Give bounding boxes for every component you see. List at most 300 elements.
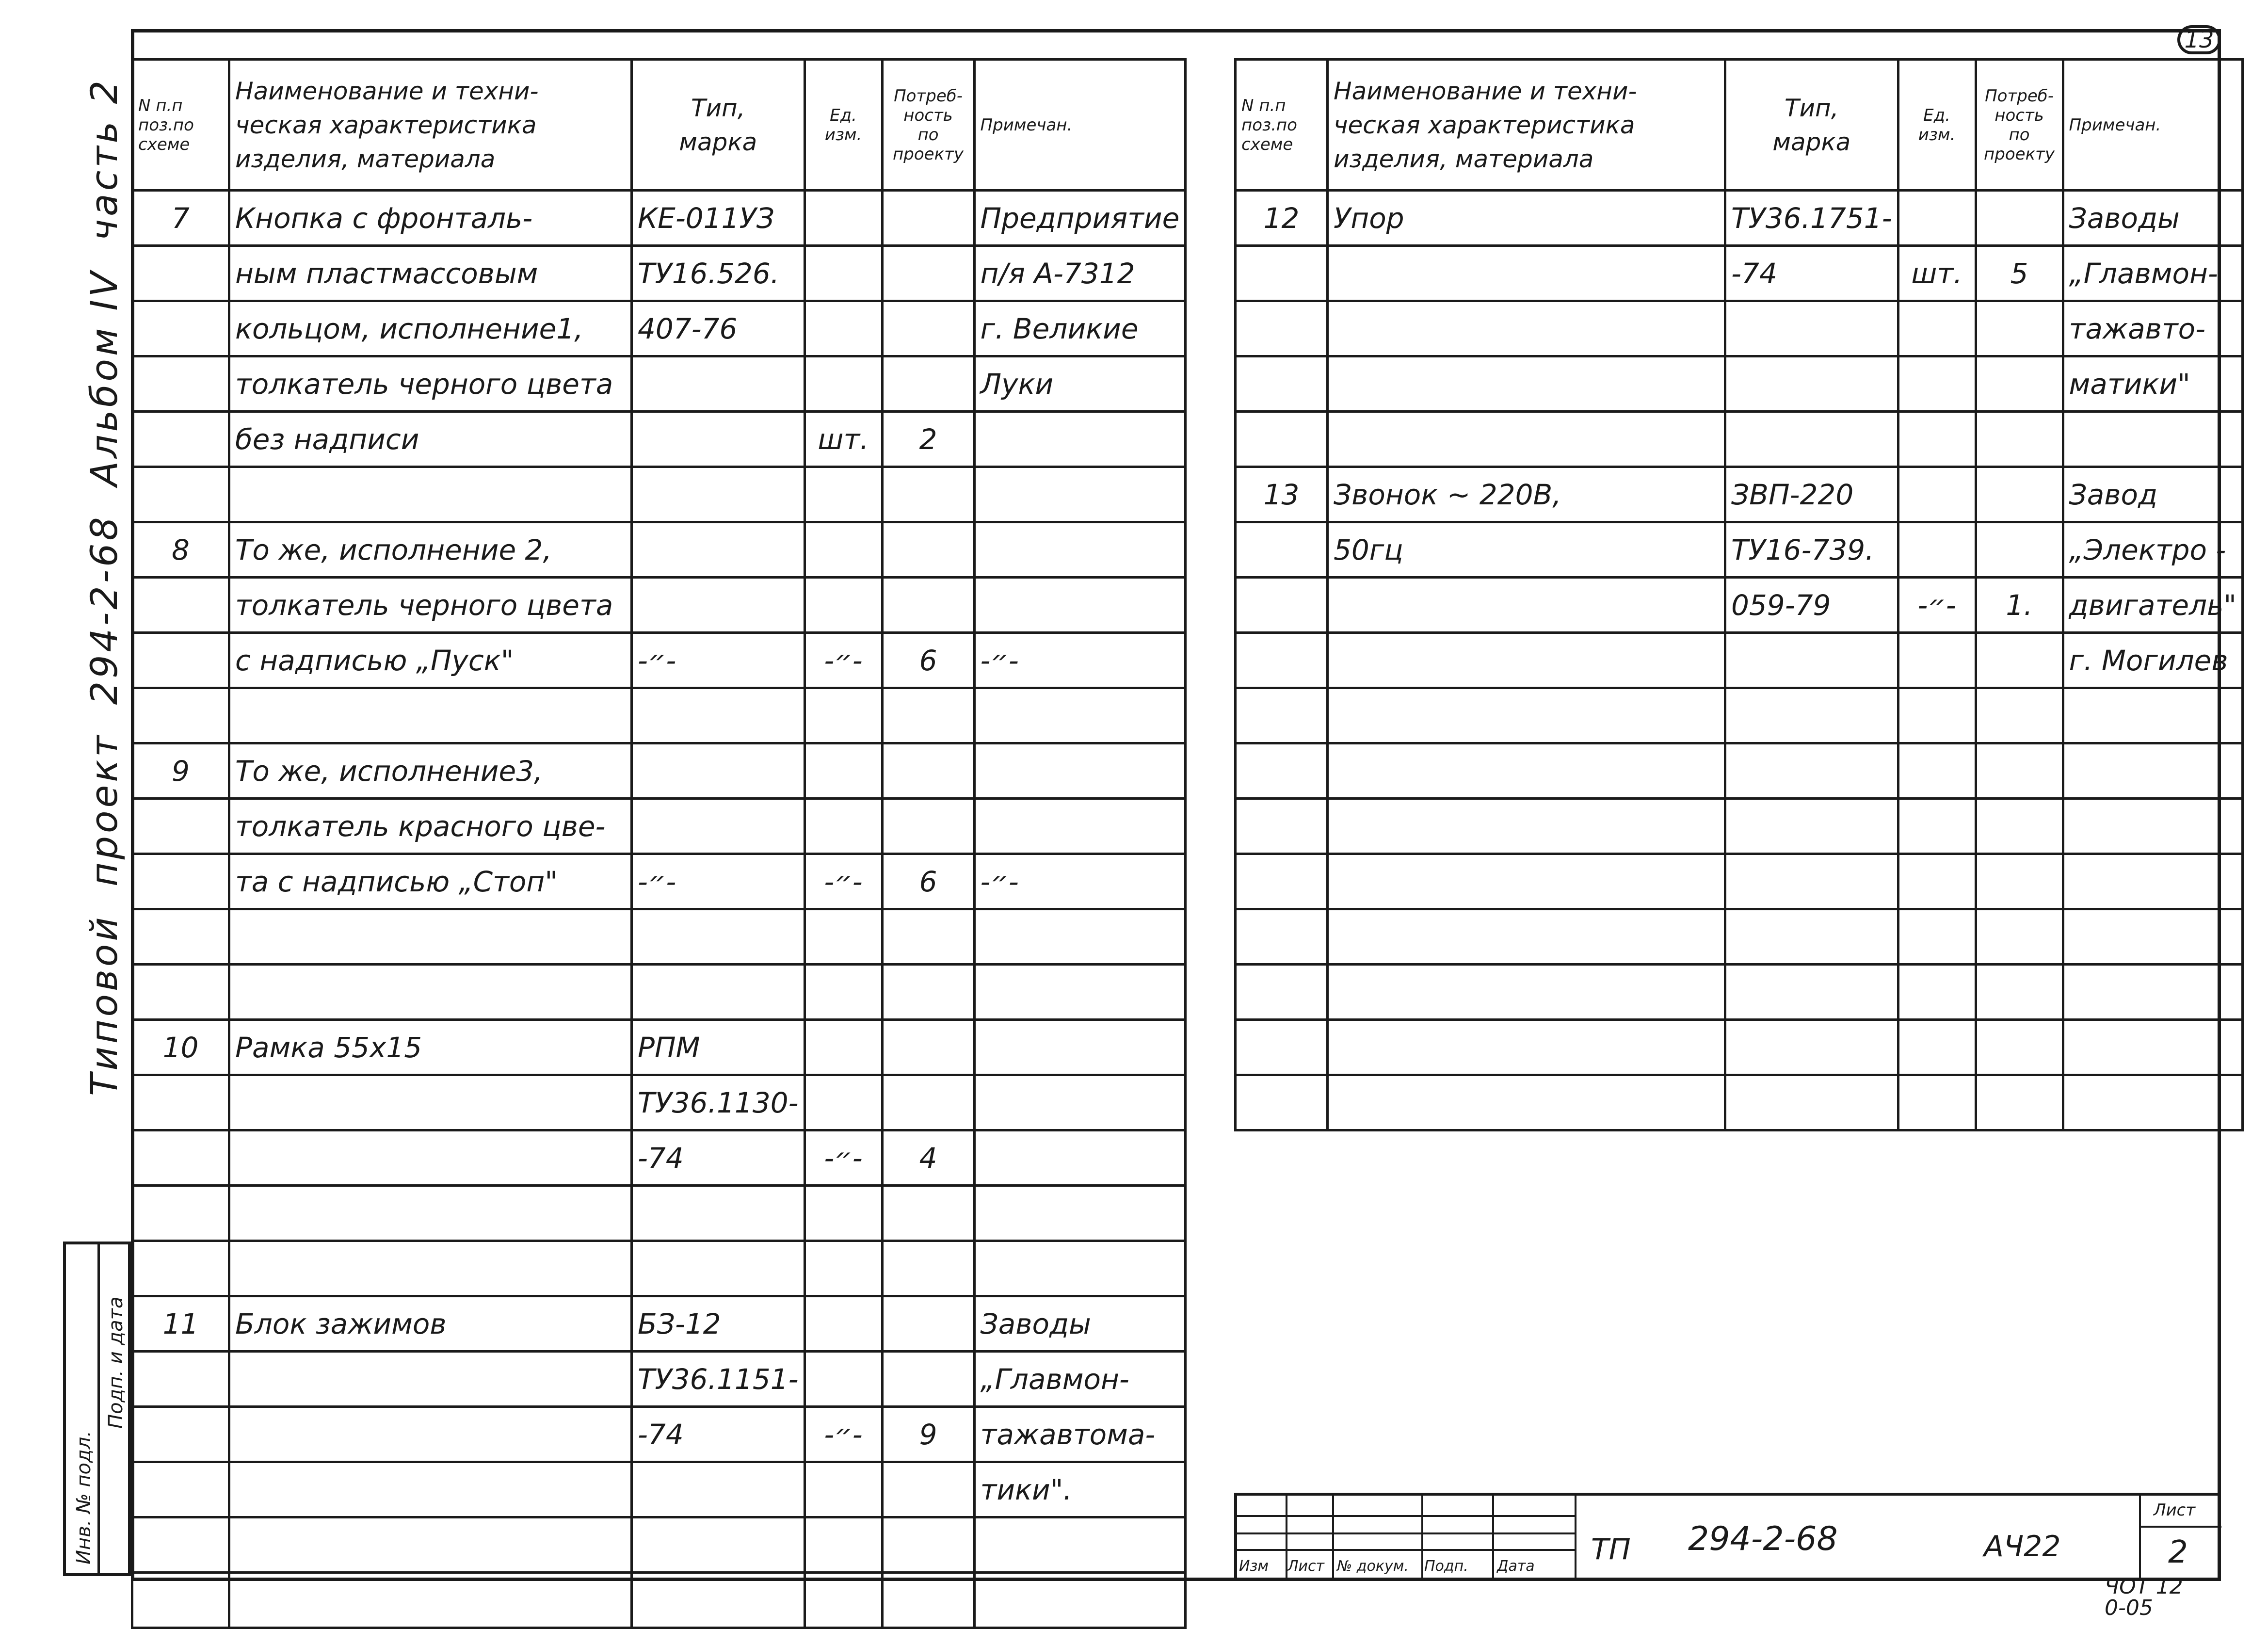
cell-num <box>132 909 229 965</box>
cell-qty <box>882 246 974 301</box>
cell-name: с надписью „Пуск" <box>229 633 632 688</box>
cell-name <box>1328 578 1725 633</box>
cell-qty <box>1976 743 2063 799</box>
cell-type: 059-79 <box>1725 578 1898 633</box>
table-row <box>1236 412 2243 467</box>
table-header-row <box>1236 60 2243 191</box>
header-type: Тип, марка <box>1725 60 1898 191</box>
cell-note: „Главмон- <box>2063 246 2242 301</box>
spine-project: проект <box>82 732 126 887</box>
cell-name <box>229 1407 632 1462</box>
table-row <box>1236 688 2243 743</box>
cell-name: толкатель красного цве- <box>229 799 632 854</box>
cell-type <box>632 965 805 1020</box>
cell-qty <box>882 356 974 412</box>
cell-num <box>132 356 229 412</box>
header-qty: Потреб- ность по проекту <box>1976 60 2063 191</box>
title-block-sheet-code: АЧ22 <box>1984 1530 2061 1564</box>
cell-num: 7 <box>132 191 229 246</box>
cell-type <box>1725 412 1898 467</box>
cell-num <box>132 1075 229 1130</box>
cell-unit <box>804 743 882 799</box>
cell-qty: 5 <box>1976 246 2063 301</box>
cell-name <box>1328 633 1725 688</box>
cell-note <box>2063 688 2242 743</box>
cell-type <box>632 1186 805 1241</box>
cell-unit <box>1898 467 1976 522</box>
cell-name <box>1328 854 1725 909</box>
cell-type <box>1725 854 1898 909</box>
cell-name: Упор <box>1328 191 1725 246</box>
cell-unit <box>1898 412 1976 467</box>
cell-type <box>1725 965 1898 1020</box>
table-row <box>132 1020 1186 1075</box>
cell-unit <box>1898 191 1976 246</box>
cell-name: Рамка 55х15 <box>229 1020 632 1075</box>
cell-num <box>132 799 229 854</box>
cell-type: -74 <box>632 1130 805 1186</box>
cell-num <box>132 1241 229 1296</box>
table-row <box>132 633 1186 688</box>
header-unit: Ед. изм. <box>1898 60 1976 191</box>
cell-name <box>1328 301 1725 356</box>
cell-num <box>1236 246 1328 301</box>
table-row <box>132 522 1186 578</box>
cell-qty <box>1976 633 2063 688</box>
cell-note: г. Могилев <box>2063 633 2242 688</box>
cell-name <box>1328 799 1725 854</box>
cell-name <box>1328 688 1725 743</box>
cell-type: -״- <box>632 854 805 909</box>
cell-type: -״- <box>632 633 805 688</box>
table-row <box>132 1075 1186 1130</box>
cell-note: -״- <box>974 633 1186 688</box>
table-row <box>1236 356 2243 412</box>
table-row <box>132 1186 1186 1241</box>
cell-num <box>132 1573 229 1628</box>
cell-qty: 2 <box>882 412 974 467</box>
table-header-row <box>132 60 1186 191</box>
side-stamp-inv: Инв. № подл. <box>73 1431 95 1564</box>
cell-note <box>2063 1020 2242 1075</box>
cell-type <box>632 799 805 854</box>
cell-name <box>229 1352 632 1407</box>
cell-unit <box>1898 356 1976 412</box>
cell-note <box>2063 412 2242 467</box>
cell-note <box>2063 743 2242 799</box>
cell-qty <box>882 688 974 743</box>
cell-type <box>1725 633 1898 688</box>
cell-qty <box>1976 301 2063 356</box>
table-row <box>1236 301 2243 356</box>
cell-unit: шт. <box>1898 246 1976 301</box>
cell-name <box>229 688 632 743</box>
cell-unit: шт. <box>804 412 882 467</box>
cell-unit <box>804 1517 882 1573</box>
cell-name: То же, исполнение3, <box>229 743 632 799</box>
cell-qty <box>1976 467 2063 522</box>
cell-type: ЗВП-220 <box>1725 467 1898 522</box>
cell-unit <box>804 246 882 301</box>
title-block-col-change: Изм <box>1239 1558 1269 1575</box>
cell-name: та с надписью „Стоп" <box>229 854 632 909</box>
cell-qty <box>1976 356 2063 412</box>
cell-note <box>2063 799 2242 854</box>
cell-qty <box>882 1075 974 1130</box>
cell-type <box>632 356 805 412</box>
cell-note: тажавто- <box>2063 301 2242 356</box>
cell-type: -74 <box>1725 246 1898 301</box>
table-row <box>132 688 1186 743</box>
title-block-list-value: 2 <box>2168 1534 2188 1570</box>
cell-unit <box>804 799 882 854</box>
cell-unit: -״- <box>804 1407 882 1462</box>
cell-name <box>229 965 632 1020</box>
cell-unit <box>804 688 882 743</box>
cell-unit <box>804 522 882 578</box>
table-row <box>1236 743 2243 799</box>
cell-name <box>229 467 632 522</box>
cell-note <box>974 1020 1186 1075</box>
cell-qty <box>882 522 974 578</box>
header-note: Примечан. <box>2063 60 2242 191</box>
cell-note: „Главмон- <box>974 1352 1186 1407</box>
cell-name <box>1328 743 1725 799</box>
cell-qty <box>1976 965 2063 1020</box>
cell-num <box>132 1407 229 1462</box>
cell-num <box>132 578 229 633</box>
right-spec-table <box>1234 58 2244 1131</box>
cell-name <box>229 1130 632 1186</box>
cell-type: ТУ36.1130- <box>632 1075 805 1130</box>
cell-name <box>229 1075 632 1130</box>
left-spec-table <box>131 58 1187 1629</box>
cell-num <box>1236 909 1328 965</box>
cell-qty <box>882 1517 974 1573</box>
cell-unit <box>804 1352 882 1407</box>
cell-num <box>132 467 229 522</box>
cell-type <box>632 743 805 799</box>
table-row <box>1236 909 2243 965</box>
cell-unit: -״- <box>804 633 882 688</box>
cell-note <box>974 909 1186 965</box>
cell-note <box>2063 854 2242 909</box>
cell-type: КЕ-011УЗ <box>632 191 805 246</box>
cell-type <box>1725 1075 1898 1130</box>
cell-type <box>632 578 805 633</box>
cell-name: толкатель черного цвета <box>229 578 632 633</box>
cell-num <box>132 1517 229 1573</box>
cell-name <box>1328 412 1725 467</box>
cell-num <box>132 965 229 1020</box>
cell-note: п/я А-7312 <box>974 246 1186 301</box>
title-block-col-date: Дата <box>1497 1558 1535 1575</box>
table-row <box>132 191 1186 246</box>
header-qty: Потреб- ность по проекту <box>882 60 974 191</box>
cell-qty <box>882 1241 974 1296</box>
cell-name <box>229 1186 632 1241</box>
cell-num: 9 <box>132 743 229 799</box>
header-type: Тип, марка <box>632 60 805 191</box>
cell-note: Заводы <box>2063 191 2242 246</box>
cell-type: 407-76 <box>632 301 805 356</box>
title-block-list-label: Лист <box>2154 1500 2196 1520</box>
cell-note <box>2063 1075 2242 1130</box>
header-note: Примечан. <box>974 60 1186 191</box>
cell-num <box>132 1130 229 1186</box>
cell-num <box>1236 522 1328 578</box>
cell-type: ТУ16.526. <box>632 246 805 301</box>
cell-unit <box>1898 909 1976 965</box>
cell-unit <box>1898 799 1976 854</box>
cell-type <box>632 688 805 743</box>
cell-note <box>974 412 1186 467</box>
cell-name: без надписи <box>229 412 632 467</box>
cell-type <box>632 412 805 467</box>
title-block-col-sign: Подп. <box>1424 1558 1468 1575</box>
cell-note: Предприятие <box>974 191 1186 246</box>
cell-num <box>1236 965 1328 1020</box>
cell-name <box>229 1462 632 1517</box>
cell-type: ТУ16-739. <box>1725 522 1898 578</box>
cell-unit <box>804 191 882 246</box>
cell-name <box>229 1573 632 1628</box>
cell-qty <box>882 1020 974 1075</box>
cell-name <box>1328 246 1725 301</box>
cell-name <box>229 909 632 965</box>
table-row <box>132 1573 1186 1628</box>
cell-type <box>632 467 805 522</box>
cell-note: „Электро - <box>2063 522 2242 578</box>
cell-note <box>974 467 1186 522</box>
cell-num <box>1236 743 1328 799</box>
cell-qty: 9 <box>882 1407 974 1462</box>
cell-name: толкатель черного цвета <box>229 356 632 412</box>
table-row <box>1236 578 2243 633</box>
cell-note: тажавтома- <box>974 1407 1186 1462</box>
cell-name <box>229 1241 632 1296</box>
side-stamp <box>63 1242 131 1576</box>
cell-unit <box>1898 743 1976 799</box>
cell-note: матики" <box>2063 356 2242 412</box>
cell-unit <box>1898 854 1976 909</box>
header-name: Наименование и техни- ческая характеристика изделия, материала <box>1328 60 1725 191</box>
cell-name: Кнопка с фронталь- <box>229 191 632 246</box>
cell-num <box>132 633 229 688</box>
cell-num <box>1236 412 1328 467</box>
cell-unit <box>1898 522 1976 578</box>
cell-unit: -״- <box>804 1130 882 1186</box>
side-stamp-sign: Подп. и дата <box>105 1296 127 1429</box>
cell-qty <box>1976 688 2063 743</box>
cell-num <box>132 1352 229 1407</box>
cell-num: 8 <box>132 522 229 578</box>
footer-code-line: 0-05 <box>2105 1596 2153 1620</box>
table-row <box>1236 1075 2243 1130</box>
table-row <box>132 743 1186 799</box>
cell-qty <box>1976 412 2063 467</box>
cell-note: Заводы <box>974 1296 1186 1352</box>
table-row <box>132 1517 1186 1573</box>
cell-note: Луки <box>974 356 1186 412</box>
cell-type <box>1725 909 1898 965</box>
table-row <box>1236 965 2243 1020</box>
cell-note <box>974 688 1186 743</box>
cell-type <box>1725 301 1898 356</box>
header-num: N п.п поз.по схеме <box>1236 60 1328 191</box>
cell-qty <box>882 799 974 854</box>
header-unit: Ед. изм. <box>804 60 882 191</box>
cell-num <box>132 854 229 909</box>
cell-qty: 6 <box>882 633 974 688</box>
spine-code: 294-2-68 <box>82 514 126 705</box>
cell-unit <box>804 467 882 522</box>
cell-unit <box>804 1020 882 1075</box>
table-row <box>132 854 1186 909</box>
table-row <box>132 301 1186 356</box>
table-row <box>132 1462 1186 1517</box>
spine-label <box>82 78 126 1096</box>
cell-type <box>1725 356 1898 412</box>
table-row <box>1236 467 2243 522</box>
cell-note <box>974 1075 1186 1130</box>
cell-qty <box>882 191 974 246</box>
header-num: N п.п поз.по схеме <box>132 60 229 191</box>
cell-unit <box>804 1573 882 1628</box>
cell-qty <box>882 301 974 356</box>
cell-num <box>132 1462 229 1517</box>
title-block-col-sheet: Лист <box>1287 1558 1325 1575</box>
cell-name: кольцом, исполнение1, <box>229 301 632 356</box>
cell-num <box>1236 854 1328 909</box>
cell-qty: 4 <box>882 1130 974 1186</box>
cell-unit <box>1898 965 1976 1020</box>
table-row <box>132 909 1186 965</box>
cell-name <box>1328 1075 1725 1130</box>
cell-qty <box>1976 909 2063 965</box>
cell-unit <box>804 965 882 1020</box>
table-row <box>132 1241 1186 1296</box>
cell-type <box>1725 799 1898 854</box>
cell-qty <box>1976 1075 2063 1130</box>
cell-unit <box>1898 688 1976 743</box>
cell-unit <box>1898 1075 1976 1130</box>
table-row <box>132 578 1186 633</box>
cell-type <box>632 1573 805 1628</box>
table-row <box>132 1130 1186 1186</box>
cell-name <box>229 1517 632 1573</box>
cell-name <box>1328 356 1725 412</box>
cell-qty: 6 <box>882 854 974 909</box>
cell-num: 11 <box>132 1296 229 1352</box>
cell-unit <box>804 356 882 412</box>
footer-code <box>2105 1576 2183 1619</box>
cell-unit: -״- <box>804 854 882 909</box>
cell-qty <box>882 467 974 522</box>
table-row <box>1236 854 2243 909</box>
cell-unit <box>804 1241 882 1296</box>
cell-type: ТУ36.1751- <box>1725 191 1898 246</box>
spine-part: часть 2 <box>82 78 126 241</box>
cell-qty <box>882 1573 974 1628</box>
cell-name: 50гц <box>1328 522 1725 578</box>
cell-type: РПМ <box>632 1020 805 1075</box>
cell-type: -74 <box>632 1407 805 1462</box>
cell-num <box>132 301 229 356</box>
cell-name: ным пластмассовым <box>229 246 632 301</box>
footer-code-line: ЧОТ 12 <box>2105 1574 2183 1599</box>
cell-unit <box>804 1075 882 1130</box>
cell-note <box>974 1573 1186 1628</box>
side-stamp-cell <box>100 1244 131 1573</box>
cell-unit <box>804 301 882 356</box>
cell-type <box>1725 743 1898 799</box>
cell-type: ТУ36.1151- <box>632 1352 805 1407</box>
cell-type <box>1725 688 1898 743</box>
spine-album: Альбом IV <box>82 269 126 486</box>
cell-num <box>1236 1075 1328 1130</box>
spine-series: Типовой <box>82 914 126 1096</box>
cell-note <box>974 578 1186 633</box>
cell-note: -״- <box>974 854 1186 909</box>
side-stamp-cell <box>66 1244 100 1573</box>
cell-unit <box>1898 301 1976 356</box>
table-row <box>1236 522 2243 578</box>
cell-qty <box>882 1462 974 1517</box>
cell-num <box>1236 356 1328 412</box>
cell-qty <box>882 965 974 1020</box>
table-row <box>132 467 1186 522</box>
cell-type: БЗ-12 <box>632 1296 805 1352</box>
cell-qty <box>1976 1020 2063 1075</box>
table-row <box>1236 191 2243 246</box>
cell-note: Завод <box>2063 467 2242 522</box>
cell-type <box>1725 1020 1898 1075</box>
cell-num <box>132 1186 229 1241</box>
cell-name: Блок зажимов <box>229 1296 632 1352</box>
cell-name: Звонок ~ 220В, <box>1328 467 1725 522</box>
table-row <box>1236 1020 2243 1075</box>
sheet-number: 13 <box>2177 25 2221 54</box>
header-name: Наименование и техни- ческая характеристика изделия, материала <box>229 60 632 191</box>
cell-type <box>632 1462 805 1517</box>
cell-unit <box>1898 1020 1976 1075</box>
cell-qty <box>882 909 974 965</box>
cell-num <box>132 412 229 467</box>
cell-num <box>1236 578 1328 633</box>
title-block-row <box>2139 1526 2221 1528</box>
cell-type <box>632 909 805 965</box>
cell-num: 13 <box>1236 467 1328 522</box>
cell-qty <box>882 578 974 633</box>
table-row <box>132 246 1186 301</box>
cell-qty <box>882 1186 974 1241</box>
table-row <box>1236 799 2243 854</box>
title-block-code-prefix: ТП <box>1591 1532 1631 1566</box>
cell-num: 12 <box>1236 191 1328 246</box>
cell-type <box>632 1241 805 1296</box>
cell-unit <box>804 578 882 633</box>
cell-qty <box>882 1352 974 1407</box>
cell-note: г. Великие <box>974 301 1186 356</box>
table-row <box>1236 246 2243 301</box>
cell-num <box>1236 301 1328 356</box>
title-block-code: 294-2-68 <box>1688 1520 1838 1558</box>
cell-qty: 1. <box>1976 578 2063 633</box>
table-row <box>132 1407 1186 1462</box>
cell-note <box>2063 909 2242 965</box>
cell-type <box>632 522 805 578</box>
